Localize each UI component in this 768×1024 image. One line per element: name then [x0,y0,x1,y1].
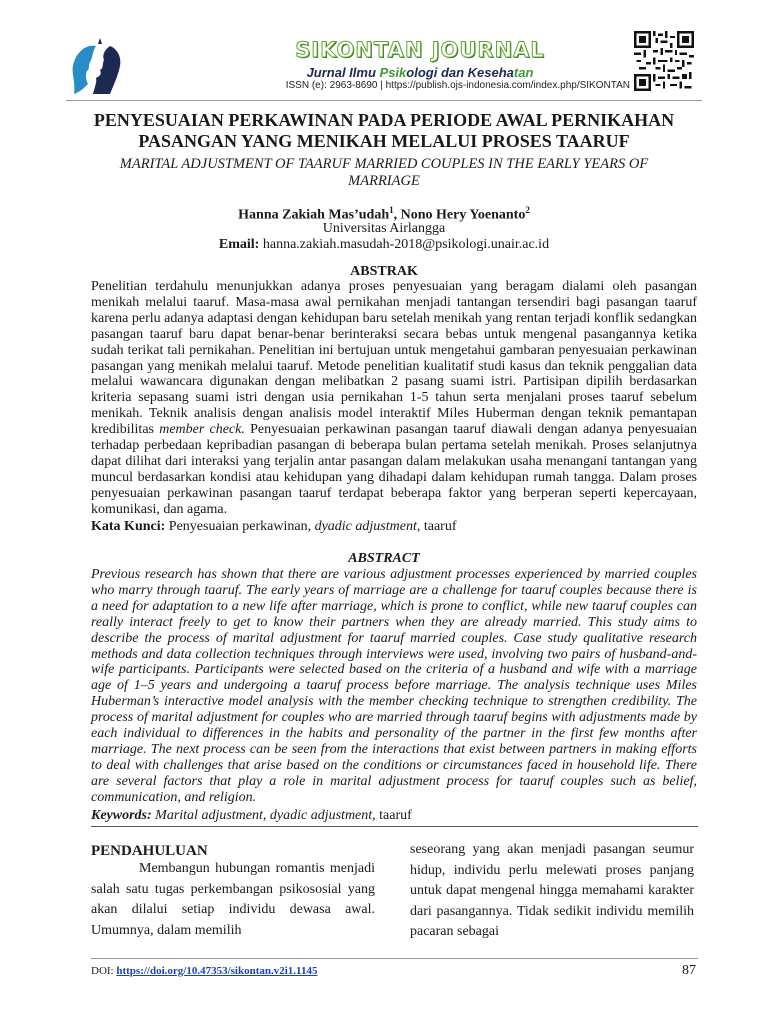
qr-code-icon [634,31,694,91]
kata-kunci-text: , taaruf [416,519,457,534]
header-divider [66,100,702,101]
author-superscript: 1 [389,205,394,215]
kata-kunci-text: Penyesuaian perkawinan, [165,519,315,534]
abstract-heading: ABSTRACT [348,551,420,566]
journal-subtitle-part: tan [513,65,534,80]
affiliation: Universitas Airlangga [322,221,446,236]
journal-subtitle-part: ologi dan Keseha [406,65,514,80]
intro-left-column: Membangun hubungan romantis menjadi salah satu tugas perkembangan psikososial yang akan dilalui setiap individu dewasa awal. Umumnya, dalam memilih [91,861,375,938]
doi-link[interactable]: https://doi.org/10.47353/sikontan.v2i1.1145 [116,965,318,977]
doi-label: DOI: [91,965,117,977]
abstract-body: Previous research has shown that there are various adjustment processes experienced by married couples who marry through taaruf. The early years of marriage are a challenge for taaruf couples because there is a need for adaptation to a new life after marriage, which is prone to conflict, while new taaruf couples can really interact freely to get to know their partners when they are already married. This study aims to describe the process of marital adjustment for taaruf married couples. Case study qualitative research methods and data collection techniques through interviews were used, involving two pairs of husband-and-wife participants. Participants were selected based on the criteria of a husband and wife with a marriage age of 1–5 years and undergoing a taaruf process before marriage. The analysis technique uses Miles Huberman’s interactive model analysis with the member checking technique to strengthen credibility. The process of marital adjustment for couples who are married through taaruf begins with adjustments made by each individual to differences in the habits and personality of the partner in the first few months after marriage. The next process can be seen from the interactions that exist between partners in making efforts to deal with challenges that arise based on the conditions or circumstances faced in household life. There are several factors that play a role in marital adjustment process for taaruf couples such as belief, communication, and religion. [91,567,697,805]
journal-subtitle-part: Jurnal Ilmu [306,65,380,80]
author-separator: , [393,207,401,223]
page-number: 87 [682,963,696,978]
keywords-label: Keywords: [91,808,152,823]
author-name: Nono Hery Yoenanto [400,207,526,223]
email-address: hanna.zakiah.masudah-2018@psikologi.unair.ac.id [259,237,550,252]
footer-divider [91,958,698,959]
abstrak-heading: ABSTRAK [350,264,418,279]
abstrak-italic-term: member check. [159,422,245,438]
kata-kunci [91,519,697,535]
title-line: PASANGAN YANG MENIKAH MELALUI PROSES TAARUF [138,131,630,151]
article-title [70,110,698,152]
journal-logo-icon [66,36,126,98]
doi-line [91,965,317,977]
abstrak-text: Penelitian terdahulu menunjukkan adanya proses penyesuaian yang beragam dialami oleh pasangan menikah melalui taaruf. Masa-masa awal pernikahan menjadi tantangan tersendiri bagi pasangan taaruf karena perlu adanya adaptasi dengan kehidupan baru setelah menikah yang rentan terjadi konflik sedangkan pasangan taaruf baru dapat benar-benar berinteraksi secara bebas untuk mengenal pasangannya ketika sudah terikat tali pernikahan. Penelitian ini bertujuan untuk mengetahui gambaran penyesuaian perkawinan pasangan yang menikah melalui taaruf. Metode penelitian kualitatif studi kasus dan teknik penggalian data melalui wawancara digunakan dengan melibatkan 2 pasang suami istri. Partisipan dipilih berdasarkan kriteria sepasang suami istri dengan usia pernikahan 1-5 tahun serta menjalani proses taaruf sebelum menikah. Teknik analisis dengan analisis model interaktif Miles Huberman dengan teknik pemantapan kredibilitas [91,279,697,438]
abstrak-text: Penyesuaian perkawinan pasangan taaruf diawali dengan adanya penyesuaian terhadap perbedaan kepribadian pasangan di beberapa bulan pertama setelah menikah. Proses selanjutnya dapat dilihat dari interaksi yang terjalin antar pasangan dalam melakukan usaha menangani tantangan yang muncul berdasarkan kondisi atau kehidupan yang dihadapi dalam kehidupan rumah tangga. Dalam proses penyesuaian perkawinan pasangan taaruf terdapat beberapa faktor yang berperan seperti kepercayaan, komunikasi, dan agama. [91,422,698,517]
keywords [91,808,697,824]
pendahuluan-heading: PENDAHULUAN [91,843,208,859]
title-line: PENYESUAIAN PERKAWINAN PADA PERIODE AWAL PERNIKAHAN [93,110,675,130]
intro-right-column: seseorang yang akan menjadi pasangan seumur hidup, individu perlu melewati proses panjang untuk dapat mengenal hingga memahami karakter dari pasangannya. Tidak sedikit individu memilih pacaran sebagai [410,842,694,939]
keywords-italic: Marital adjustment, dyadic adjustment, [151,808,376,823]
email-label: Email: [218,237,260,252]
author-superscript: 2 [525,205,530,215]
journal-name: SIKONTAN JOURNAL [295,38,545,62]
kata-kunci-label: Kata Kunci: [91,519,166,534]
keywords-text: taaruf [375,808,412,823]
kata-kunci-italic: dyadic adjustment [314,519,417,534]
journal-subtitle [200,65,640,80]
article-subtitle: MARITAL ADJUSTMENT OF TAARUF MARRIED COUPLES IN THE EARLY YEARS OF MARRIAGE [119,156,649,189]
issn-line: ISSN (e): 2963-8690 | https://publish.ojs-indonesia.com/index.php/SIKONTAN [285,80,630,91]
journal-subtitle-part: sik [388,65,407,80]
keywords-divider [91,826,698,827]
author-name: Hanna Zakiah Mas’udah [238,207,390,223]
author-email [70,237,698,253]
abstrak-body [91,279,697,518]
journal-subtitle-part: P [379,65,389,80]
